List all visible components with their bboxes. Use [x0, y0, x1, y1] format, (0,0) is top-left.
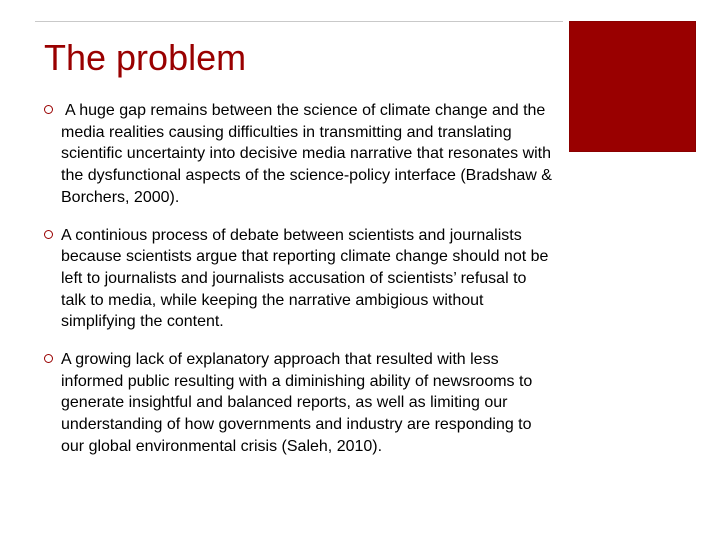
- bullet-item: [44, 225, 554, 334]
- accent-block: [569, 21, 696, 152]
- bullet-item: [44, 349, 554, 458]
- hollow-circle-bullet-icon: [44, 230, 53, 239]
- slide-title: The problem: [44, 37, 247, 78]
- bullet-list: [44, 100, 554, 458]
- hollow-circle-bullet-icon: [44, 105, 53, 114]
- bullet-text: A huge gap remains between the science of climate change and the media realities causing difficulties in transmitting and translating scientific uncertainty into decisive media narrative that resonates with the dysfunctional aspects of the science-policy interface (Bradshaw & Borchers, 2000).: [61, 102, 552, 206]
- bullet-text: A continious process of debate between scientists and journalists because scientists argue that reporting climate change should not be left to journalists and journalists accusation of scientists’ refusal to talk to media, while keeping the narrative ambigious without simplifying the content.: [61, 226, 549, 331]
- title-divider: [35, 21, 563, 22]
- bullet-text: A growing lack of explanatory approach that resulted with less informed public resulting with a diminishing ability of newsrooms to generate insightful and balanced reports, as well as limiting our understanding of how governments and industry are responding to our global environmental crisis (Saleh, 2010).: [61, 351, 533, 455]
- bullet-item: [44, 100, 554, 209]
- hollow-circle-bullet-icon: [44, 354, 53, 363]
